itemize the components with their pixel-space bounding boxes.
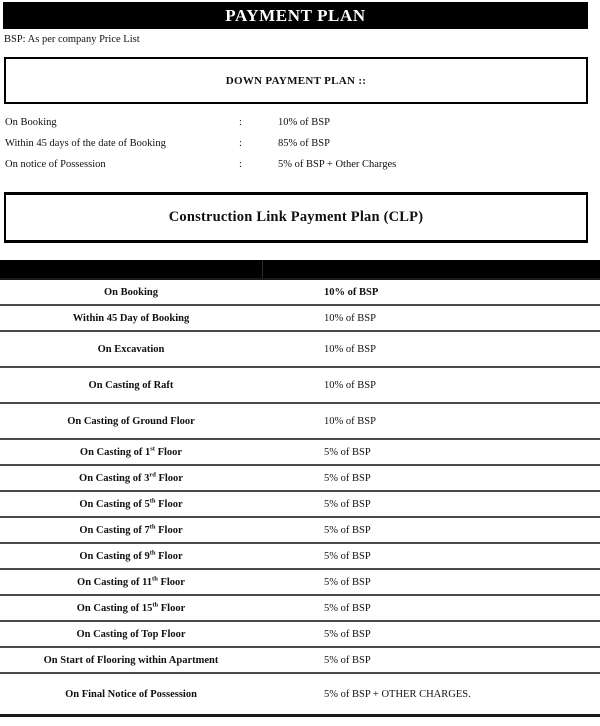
- table-row: [0, 569, 600, 595]
- clp-stage-label: On Final Notice of Possession: [65, 688, 197, 700]
- clp-amount-cell: 5% of BSP: [262, 595, 600, 621]
- bsp-note: BSP: As per company Price List: [4, 34, 140, 45]
- clp-stage-label: On Casting of 3: [79, 472, 150, 484]
- down-payment-label: Within 45 days of the date of Booking: [5, 138, 166, 149]
- down-payment-value: 5% of BSP + Other Charges: [278, 159, 397, 170]
- clp-stage-label: On Casting of 11: [77, 576, 153, 588]
- document-title-bar: [3, 2, 588, 29]
- clp-stage-label: On Casting of Raft: [88, 379, 174, 391]
- clp-amount-cell: 5% of BSP: [262, 517, 600, 543]
- clp-stage-cell: [0, 491, 262, 517]
- clp-stage-ordinal: rd: [149, 471, 156, 478]
- clp-heading: Construction Link Payment Plan (CLP): [168, 209, 424, 225]
- clp-amount-cell: 5% of BSP: [262, 439, 600, 465]
- table-row: [0, 621, 600, 647]
- clp-amount-cell: 10% of BSP: [262, 279, 600, 305]
- clp-stage-label: Within 45 Day of Booking: [72, 312, 190, 324]
- clp-stage-tail: Floor: [157, 576, 185, 588]
- table-row: [0, 465, 600, 491]
- clp-table-header: [0, 260, 600, 279]
- clp-stage-cell: [0, 621, 262, 647]
- clp-stage-cell: [0, 279, 262, 305]
- clp-stage-label: On Casting of 1: [79, 446, 151, 458]
- clp-stage-cell: [0, 367, 262, 403]
- clp-stage-cell: [0, 595, 262, 621]
- table-row: [0, 439, 600, 465]
- clp-stage-tail: Floor: [155, 550, 183, 562]
- clp-header-row: [0, 260, 600, 279]
- table-row: [0, 491, 600, 517]
- clp-stage-ordinal: th: [152, 601, 159, 608]
- clp-stage-label: On Casting of Top Floor: [76, 628, 186, 640]
- clp-stage-cell: [0, 439, 262, 465]
- clp-stage-cell: [0, 647, 262, 673]
- table-row: [0, 647, 600, 673]
- table-row: [0, 367, 600, 403]
- down-payment-label: On notice of Possession: [5, 159, 106, 170]
- down-payment-value: 85% of BSP: [278, 138, 330, 149]
- clp-amount-cell: 5% of BSP + OTHER CHARGES.: [262, 673, 600, 716]
- clp-stage-label: On Casting of 5: [79, 498, 150, 510]
- table-row: [0, 305, 600, 331]
- clp-amount-cell: 5% of BSP: [262, 465, 600, 491]
- clp-stage-cell: [0, 305, 262, 331]
- clp-stage-label: On Start of Flooring within Apartment: [43, 654, 219, 666]
- clp-stage-ordinal: th: [152, 575, 158, 582]
- clp-stage-tail: Floor: [155, 524, 183, 536]
- table-row: [0, 517, 600, 543]
- down-payment-plan-rows: [0, 112, 600, 175]
- down-payment-label: On Booking: [5, 117, 57, 128]
- clp-amount-cell: 10% of BSP: [262, 331, 600, 367]
- clp-stage-ordinal: th: [149, 523, 156, 530]
- down-payment-separator: :: [239, 159, 242, 170]
- down-payment-row: [0, 112, 600, 133]
- clp-stage-cell: [0, 517, 262, 543]
- table-row: [0, 595, 600, 621]
- clp-stage-tail: Floor: [154, 446, 183, 458]
- down-payment-value: 10% of BSP: [278, 117, 330, 128]
- down-payment-separator: :: [239, 117, 242, 128]
- clp-stage-cell: [0, 403, 262, 439]
- clp-stage-cell: [0, 465, 262, 491]
- clp-amount-cell: 10% of BSP: [262, 403, 600, 439]
- clp-stage-label: On Booking: [104, 286, 158, 298]
- clp-stage-tail: Floor: [155, 498, 183, 510]
- clp-stage-cell: [0, 331, 262, 367]
- table-row: [0, 403, 600, 439]
- clp-header-amount: [262, 260, 600, 279]
- clp-amount-cell: 10% of BSP: [262, 367, 600, 403]
- table-row: [0, 543, 600, 569]
- clp-amount-cell: 5% of BSP: [262, 543, 600, 569]
- clp-stage-cell: [0, 673, 262, 716]
- down-payment-row: [0, 133, 600, 154]
- down-payment-plan-heading: DOWN PAYMENT PLAN ::: [225, 74, 367, 87]
- clp-stage-ordinal: th: [149, 497, 156, 504]
- clp-header-stage: [0, 260, 262, 279]
- clp-stage-label: On Casting of Ground Floor: [67, 415, 195, 427]
- clp-stage-label: On Casting of 9: [79, 550, 150, 562]
- page-title: PAYMENT PLAN: [225, 5, 366, 25]
- clp-heading-box: [4, 192, 588, 243]
- down-payment-separator: :: [239, 138, 242, 149]
- table-row: [0, 331, 600, 367]
- clp-amount-cell: 5% of BSP: [262, 647, 600, 673]
- clp-stage-label: On Casting of 7: [79, 524, 150, 536]
- clp-amount-cell: 5% of BSP: [262, 569, 600, 595]
- clp-amount-cell: 10% of BSP: [262, 305, 600, 331]
- clp-stage-tail: Floor: [155, 472, 183, 484]
- clp-amount-cell: 5% of BSP: [262, 621, 600, 647]
- clp-table: [0, 260, 600, 717]
- clp-stage-label: On Casting of 15: [76, 602, 153, 614]
- down-payment-row: [0, 154, 600, 175]
- table-row: [0, 279, 600, 305]
- clp-stage-ordinal: st: [150, 445, 155, 452]
- clp-stage-label: On Excavation: [97, 343, 165, 355]
- clp-stage-cell: [0, 569, 262, 595]
- clp-stage-ordinal: th: [149, 549, 156, 556]
- clp-amount-cell: 5% of BSP: [262, 491, 600, 517]
- clp-stage-cell: [0, 543, 262, 569]
- clp-stage-tail: Floor: [158, 602, 186, 614]
- clp-table-body: [0, 279, 600, 716]
- down-payment-plan-heading-box: [4, 57, 588, 104]
- table-row: [0, 673, 600, 716]
